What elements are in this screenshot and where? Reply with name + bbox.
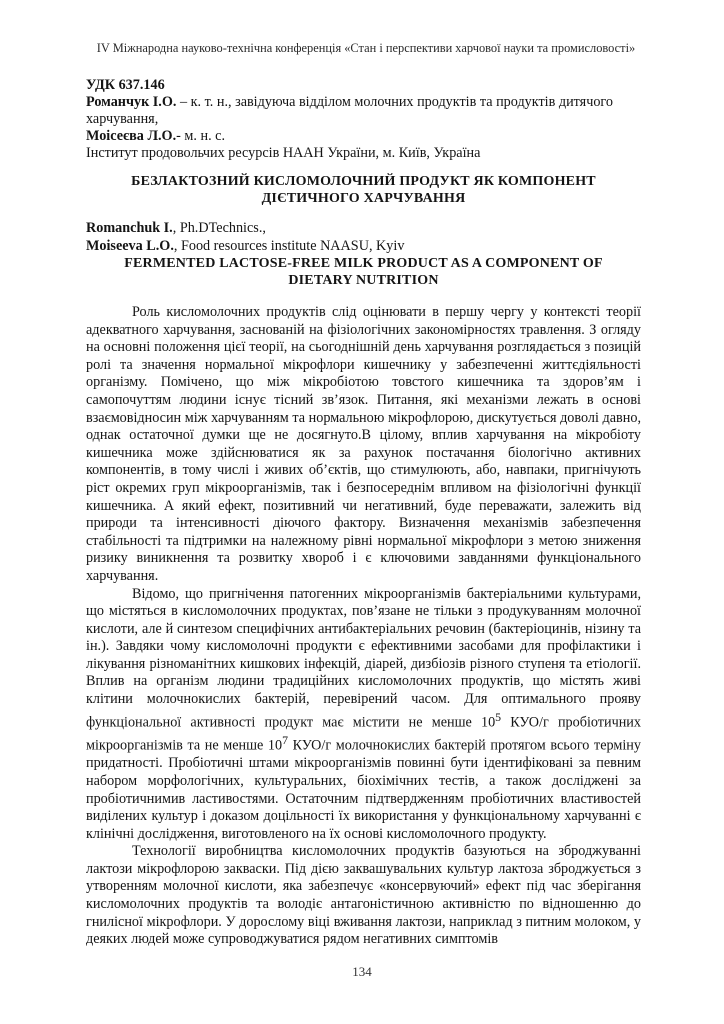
paragraph-2-part-a: Відомо, що пригнічення патогенних мікроорганізмів бактеріальними культурами, що містяться в кисломолочних продуктах, пов’язане не тільки з продукуванням молочної кислоти, але й синтезом специфічних антибактеріальних речовин (бактеріоцинів, нізину та ін.). Завдяки чому кисломолочні продукти є ефективними засобами для профілактики і лікування різноманітних кишкових інфекцій, діарей, дизбіозів різного ступеня та етіології. Вплив на організм людини традиційних кисломолочних продуктів, що містять живі клітини молочнокислих бактерій, перевірений часом. Для оптимального прояву функціональної активності продукт має містити не менше 10 <box>86 585 641 731</box>
paragraph-2 <box>86 586 641 844</box>
author-en-2-details: , Food resources institute NAASU, Kyiv <box>173 238 405 254</box>
title-en <box>86 255 641 289</box>
author-en-1 <box>86 220 266 237</box>
title-ua-line-2: ДІЄТИЧНОГО ХАРЧУВАННЯ <box>261 191 466 206</box>
author-en-1-details: , Ph.DTechnics., <box>172 220 266 236</box>
author-en-1-name: Romanchuk I. <box>86 220 173 236</box>
conference-header: IV Міжнародна науково-технічна конференція «Стан і перспективи харчової науки та промисловості» <box>96 41 636 55</box>
udk-code: УДК 637.146 <box>86 77 165 93</box>
paragraph-1: Роль кисломолочних продуктів слід оцінювати в першу чергу у контексті теорії адекватного харчування, заснованій на фізіологічних закономірностях травлення. З огляду на основні положення цієї теорії, на сьогоднішній день харчування розглядається з позицій ролі та значення нормальної мікрофлори кишечнику у забезпеченні життєдіяльності організму. Помічено, що між мікробіотою товстого кишечника та здоров’ям і самопочуттям людини існує тісний зв’язок. Питання, які механізми лежать в основі взаємовідносин між харчуванням та нормальною мікрофлорою, дискутується доволі давно, однак остаточної думки ще не досягнуто.В цілому, вплив харчування на мікробіоту кишечника може здійснюватися як за рахунок постачання біологічно активних компонентів, в тому числі і живих об’єктів, що стимулюють, або, навпаки, пригнічують ріст окремих груп мікроорганізмів, так і безпосереднім впливом на фізіологічні функції кишечника. А який ефект, позитивний чи негативний, буде переважати, залежить від природи та інтенсивності діючого фактору. Визначення механізмів забезпечення стабільності та підтримки на належному рівні нормальної мікрофлори з метою зниження ризику виникнення та розвитку хвороб і є ключовими завданнями функціонального харчування. <box>86 304 641 584</box>
title-ua <box>86 173 641 207</box>
paragraph-2-part-c: КУО/г молочнокислих бактерій протягом всього терміну придатності. Пробіотичні штами мікроорганізмів повинні бути ідентифіковані за певним набором морфологічних, культуральних, біохімічних тестів, а також досліджені за пробіотичнимив ластивостями. Остаточним підтвердженням пробіотичних властивостей виділених культур і доказом доцільності їх використання у функціональному харчуванні є клінічні дослідження, виготовленого на їх основі кисломолочного продукту. <box>86 737 641 842</box>
title-ua-line-1: БЕЗЛАКТОЗНИЙ КИСЛОМОЛОЧНИЙ ПРОДУКТ ЯК КОМПОНЕНТ <box>131 174 596 189</box>
author-ua-1 <box>86 94 613 111</box>
institute-ua: Інститут продовольчих ресурсів НААН України, м. Київ, Україна <box>86 145 481 161</box>
author-ua-1-name: Романчук І.О. <box>86 94 177 110</box>
title-en-line-2: DIETARY NUTRITION <box>288 273 439 288</box>
author-ua-2 <box>86 128 225 145</box>
author-ua-2-name: Моісеєва Л.О. <box>86 128 177 144</box>
author-ua-2-details: - м. н. с. <box>176 128 226 144</box>
author-ua-1-cont <box>86 111 158 128</box>
paragraph-3: Технології виробництва кисломолочних продуктів базуються на зброджуванні лактози мікрофлорою закваски. Під дією заквашувальних культур лактоза зброджується з утворенням молочної кислоти, яка забезпечує «консервуючий» ефект під час зберігання кисломолочних продуктів та володіє антагоністичною активністю по відношенню до гнилісної мікрофлори. У дорослому віці вживання лактози, наприклад з питним молоком, у деяких людей може супроводжуватися рядом негативних симптомів <box>86 843 641 948</box>
superscript-exp-2: 7 <box>282 732 289 747</box>
page-number: 134 <box>352 964 372 979</box>
superscript-exp-1: 5 <box>495 709 502 724</box>
author-ua-1-details-cont: харчування, <box>86 111 159 127</box>
title-en-line-1: FERMENTED LACTOSE-FREE MILK PRODUCT AS A COMPONENT OF <box>124 256 603 271</box>
author-ua-1-details: – к. т. н., завідуюча відділом молочних продуктів та продуктів дитячого <box>176 94 613 110</box>
author-en-2-name: Moiseeva L.O. <box>86 238 174 254</box>
author-en-2 <box>86 238 404 255</box>
paragraph-2-part-b: КУО/г пробіотичних мікроорганізмів та не менше 10 <box>86 714 641 754</box>
body-text <box>86 304 641 949</box>
